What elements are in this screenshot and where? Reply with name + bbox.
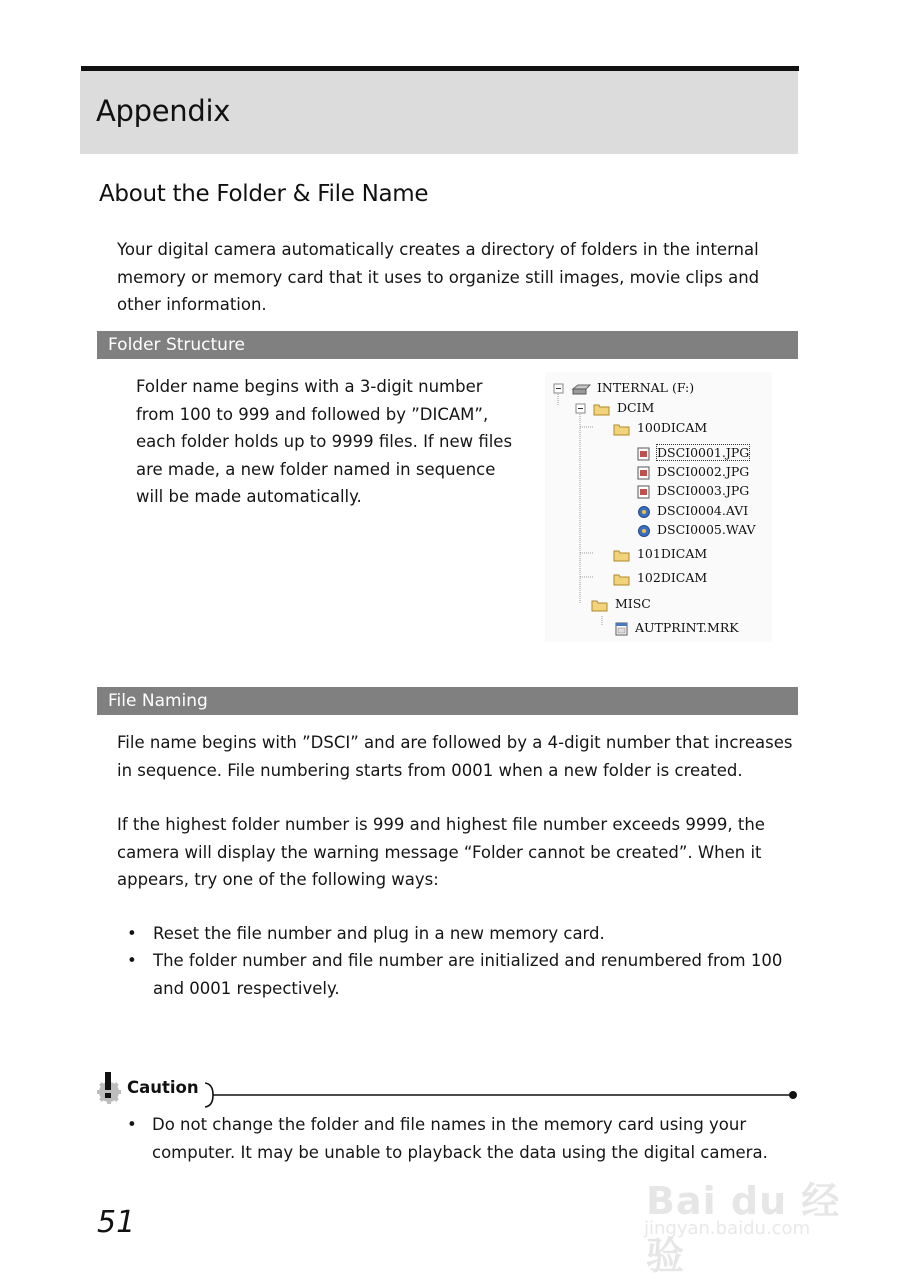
folder-tree [545,372,772,642]
bullet-marker: • [127,1115,137,1134]
folder-icon [591,598,609,612]
bullet-marker: • [127,951,137,970]
collapse-icon[interactable] [575,403,587,415]
tree-100dicam-node[interactable] [613,420,707,436]
file-label: DSCI0004.AVI [656,503,749,518]
folder-open-icon [593,402,611,416]
file-label: DSCI0003.JPG [656,483,750,498]
dcim-label: DCIM [616,400,655,415]
file-naming-paragraph-1: File name begins with ”DSCI” and are followed by a 4-digit number that increases in sequence. File numbering starts from 0001 when a new folder is created. [117,733,793,780]
file-label: DSCI0005.WAV [656,522,756,537]
media-file-icon [637,505,651,519]
page-number: 51 [97,1205,136,1240]
jpg-file-icon [637,466,651,480]
page-title: Appendix [96,94,231,128]
tree-file-node[interactable] [637,503,748,519]
folder-icon [613,548,631,562]
jpg-file-icon [637,485,651,499]
folder-structure-description: Folder name begins with a 3-digit number from 100 to 999 and followed by ”DICAM”, each folder holds up to 9999 files. If new files are made, a new folder named in sequence will be made automatically. [136,377,513,506]
mrk-file-icon [615,622,629,636]
autprint-label: AUTPRINT.MRK [634,620,739,635]
tree-file-node[interactable] [637,522,756,538]
tree-file-node[interactable] [637,483,749,499]
folder-open-icon [613,422,631,436]
drive-icon [571,382,591,396]
drive-label: INTERNAL (F:) [596,380,695,395]
caution-icon [94,1070,124,1106]
jpg-file-icon [637,447,651,461]
file-label: DSCI0001.JPG [656,445,750,460]
tree-drive-node[interactable] [553,380,694,396]
folder-icon [613,572,631,586]
intro-paragraph: Your digital camera automatically creates a directory of folders in the internal memory or memory card that it uses to organize still images, movie clips and other information. [117,240,760,314]
watermark-logo: Bai du 经验 [646,1179,841,1278]
section-title: About the Folder & File Name [99,181,429,207]
tree-102dicam-node[interactable] [613,570,707,586]
caution-text: Do not change the folder and file names in the memory card using your computer. It may be unable to playback the data using the digital camera. [152,1115,768,1162]
tree-dcim-node[interactable] [575,400,654,416]
folder-101-label: 101DICAM [636,546,708,561]
bullet-item: The folder number and file number are initialized and renumbered from 100 and 0001 respectively. [153,951,783,998]
folder-100-label: 100DICAM [636,420,708,435]
folder-102-label: 102DICAM [636,570,708,585]
caution-rule [205,1080,800,1110]
misc-label: MISC [614,596,651,611]
bullet-item: Reset the file number and plug in a new memory card. [153,924,605,943]
file-naming-heading: File Naming [97,687,798,715]
watermark-url: jingyan.baidu.com [644,1218,811,1239]
caution-label: Caution [127,1078,199,1097]
file-naming-paragraph-2: If the highest folder number is 999 and highest file number exceeds 9999, the camera will display the warning message “Folder cannot be created”. When it appears, try one of the following ways: [117,815,765,889]
watermark [640,1168,855,1278]
media-file-icon [637,524,651,538]
tree-101dicam-node[interactable] [613,546,707,562]
tree-misc-node[interactable] [591,596,651,612]
tree-autprint-node[interactable] [615,620,739,636]
folder-structure-heading: Folder Structure [97,331,798,359]
file-label: DSCI0002.JPG [656,464,750,479]
tree-file-node[interactable] [637,445,749,461]
collapse-icon[interactable] [553,383,565,395]
tree-file-node[interactable] [637,464,749,480]
bullet-marker: • [127,924,137,943]
